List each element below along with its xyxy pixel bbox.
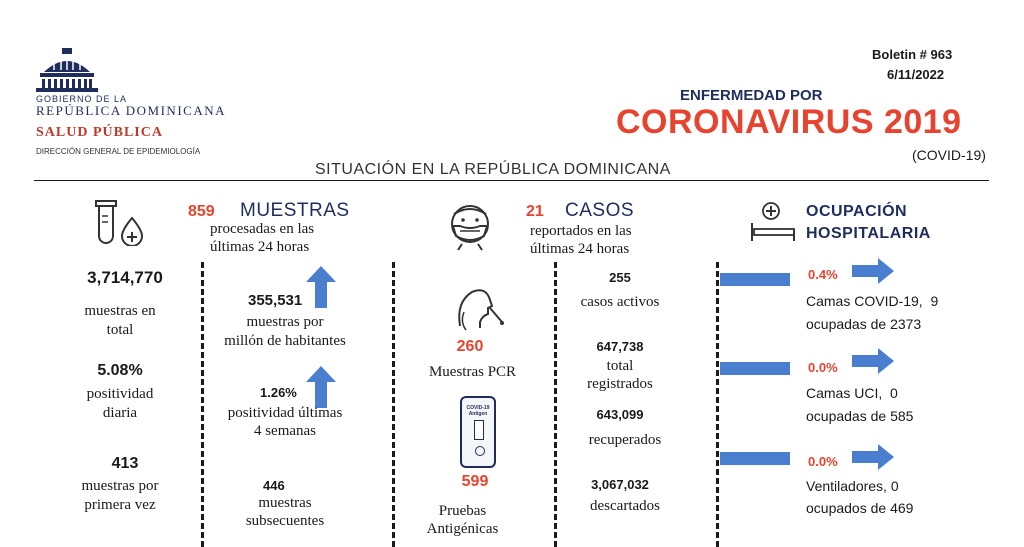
cases-sub1: reportados en las: [530, 223, 632, 239]
positivity4-value: 1.26%: [260, 385, 297, 400]
right-arrow-icon: [852, 444, 894, 470]
per-million-label2: millón de habitantes: [224, 333, 346, 349]
samples-sub1: procesadas en las: [210, 221, 315, 237]
recovered-label: recuperados: [588, 432, 662, 448]
cases-count: 21: [526, 203, 544, 220]
icu-bar: [720, 362, 790, 375]
covid-beds-label2: ocupadas de 2373: [806, 316, 922, 332]
active-cases-value: 255: [609, 270, 631, 285]
antigen-value: 599: [461, 473, 489, 490]
covid-beds-label1: Camas COVID-19, 9: [806, 293, 939, 309]
hospital-bed-icon: [750, 201, 796, 243]
ministry-name: SALUD PÚBLICA: [36, 125, 163, 140]
first-time-label2: primera vez: [84, 497, 156, 513]
daily-positivity-value: 5.08%: [97, 362, 143, 379]
test-tube-drop-icon: [92, 200, 148, 246]
first-time-label1: muestras por: [81, 478, 159, 494]
nasal-swab-icon: [452, 282, 504, 332]
government-logo: [36, 48, 98, 92]
per-million-value: 355,531: [248, 292, 303, 309]
subsequent-value: 446: [263, 478, 285, 493]
vent-pct: 0.0%: [808, 454, 838, 469]
bulletin-date: 6/11/2022: [887, 67, 945, 82]
total-cases-label2: registrados: [587, 376, 653, 392]
icu-pct: 0.0%: [808, 360, 838, 375]
total-samples-value: 3,714,770: [87, 268, 163, 287]
first-time-value: 413: [111, 455, 139, 472]
antigen-label1: Pruebas: [438, 503, 487, 519]
per-million-label1: muestras por: [246, 314, 324, 330]
vent-label1: Ventiladores, 0: [806, 478, 899, 494]
total-samples-label2: total: [106, 322, 134, 338]
total-cases-value: 647,738: [596, 339, 644, 354]
divider-1: [201, 262, 204, 547]
samples-count: 859: [188, 203, 215, 220]
pcr-value: 260: [456, 338, 484, 355]
daily-positivity-label2: diaria: [102, 405, 138, 421]
vent-bar: [720, 452, 790, 465]
icu-label1: Camas UCI, 0: [806, 385, 898, 401]
up-arrow-icon: [306, 266, 336, 308]
capitol-icon: [36, 48, 98, 92]
samples-title: MUESTRAS: [240, 200, 350, 221]
subsequent-label1: muestras: [258, 495, 312, 511]
header-rule: [34, 180, 989, 181]
covid-beds-bar: [720, 273, 790, 286]
cases-title: CASOS: [565, 200, 635, 221]
antigen-test-kit-icon: [460, 396, 496, 468]
daily-positivity-label1: positividad: [86, 386, 154, 402]
icu-label2: ocupadas de 585: [806, 408, 914, 424]
masked-face-icon: [444, 200, 496, 252]
right-arrow-icon: [852, 348, 894, 374]
total-cases-label1: total: [606, 358, 634, 374]
bulletin-number: Boletin # 963: [872, 47, 953, 62]
pcr-label: Muestras PCR: [428, 364, 517, 380]
total-samples-label1: muestras en: [84, 303, 156, 319]
positivity4-label1: positividad últimas: [227, 405, 343, 421]
hospital-title1: OCUPACIÓN: [806, 203, 908, 220]
discarded-value: 3,067,032: [591, 477, 649, 492]
antigen-label2: Antigénicas: [426, 521, 499, 537]
samples-sub2: últimas 24 horas: [210, 239, 310, 255]
hospital-title2: HOSPITALARIA: [806, 225, 931, 242]
up-arrow-icon: [306, 366, 336, 408]
right-arrow-icon: [852, 258, 894, 284]
subsequent-label2: subsecuentes: [245, 513, 325, 529]
disease-pre: ENFERMEDAD POR: [680, 87, 823, 104]
disease-abbr: (COVID-19): [912, 147, 986, 163]
divider-3: [554, 262, 557, 547]
vent-label2: ocupados de 469: [806, 500, 914, 516]
disease-title: CORONAVIRUS 2019: [616, 103, 962, 141]
cases-sub2: últimas 24 horas: [530, 241, 630, 257]
active-cases-label: casos activos: [580, 294, 660, 310]
directorate-name: DIRECCIÓN GENERAL DE EPIDEMIOLOGÍA: [36, 147, 201, 156]
discarded-label: descartados: [590, 498, 660, 514]
antigen-kit-label: COVID-19 Antigen: [466, 405, 490, 417]
divider-2: [392, 262, 395, 547]
positivity4-label2: 4 semanas: [253, 423, 317, 439]
gov-line1: GOBIERNO DE LA: [36, 94, 128, 104]
gov-line2: REPÚBLICA DOMINICANA: [36, 103, 226, 118]
recovered-value: 643,099: [596, 407, 644, 422]
situation-title: SITUACIÓN EN LA REPÚBLICA DOMINICANA: [315, 161, 671, 178]
divider-4: [716, 262, 719, 547]
covid-beds-pct: 0.4%: [808, 267, 838, 282]
